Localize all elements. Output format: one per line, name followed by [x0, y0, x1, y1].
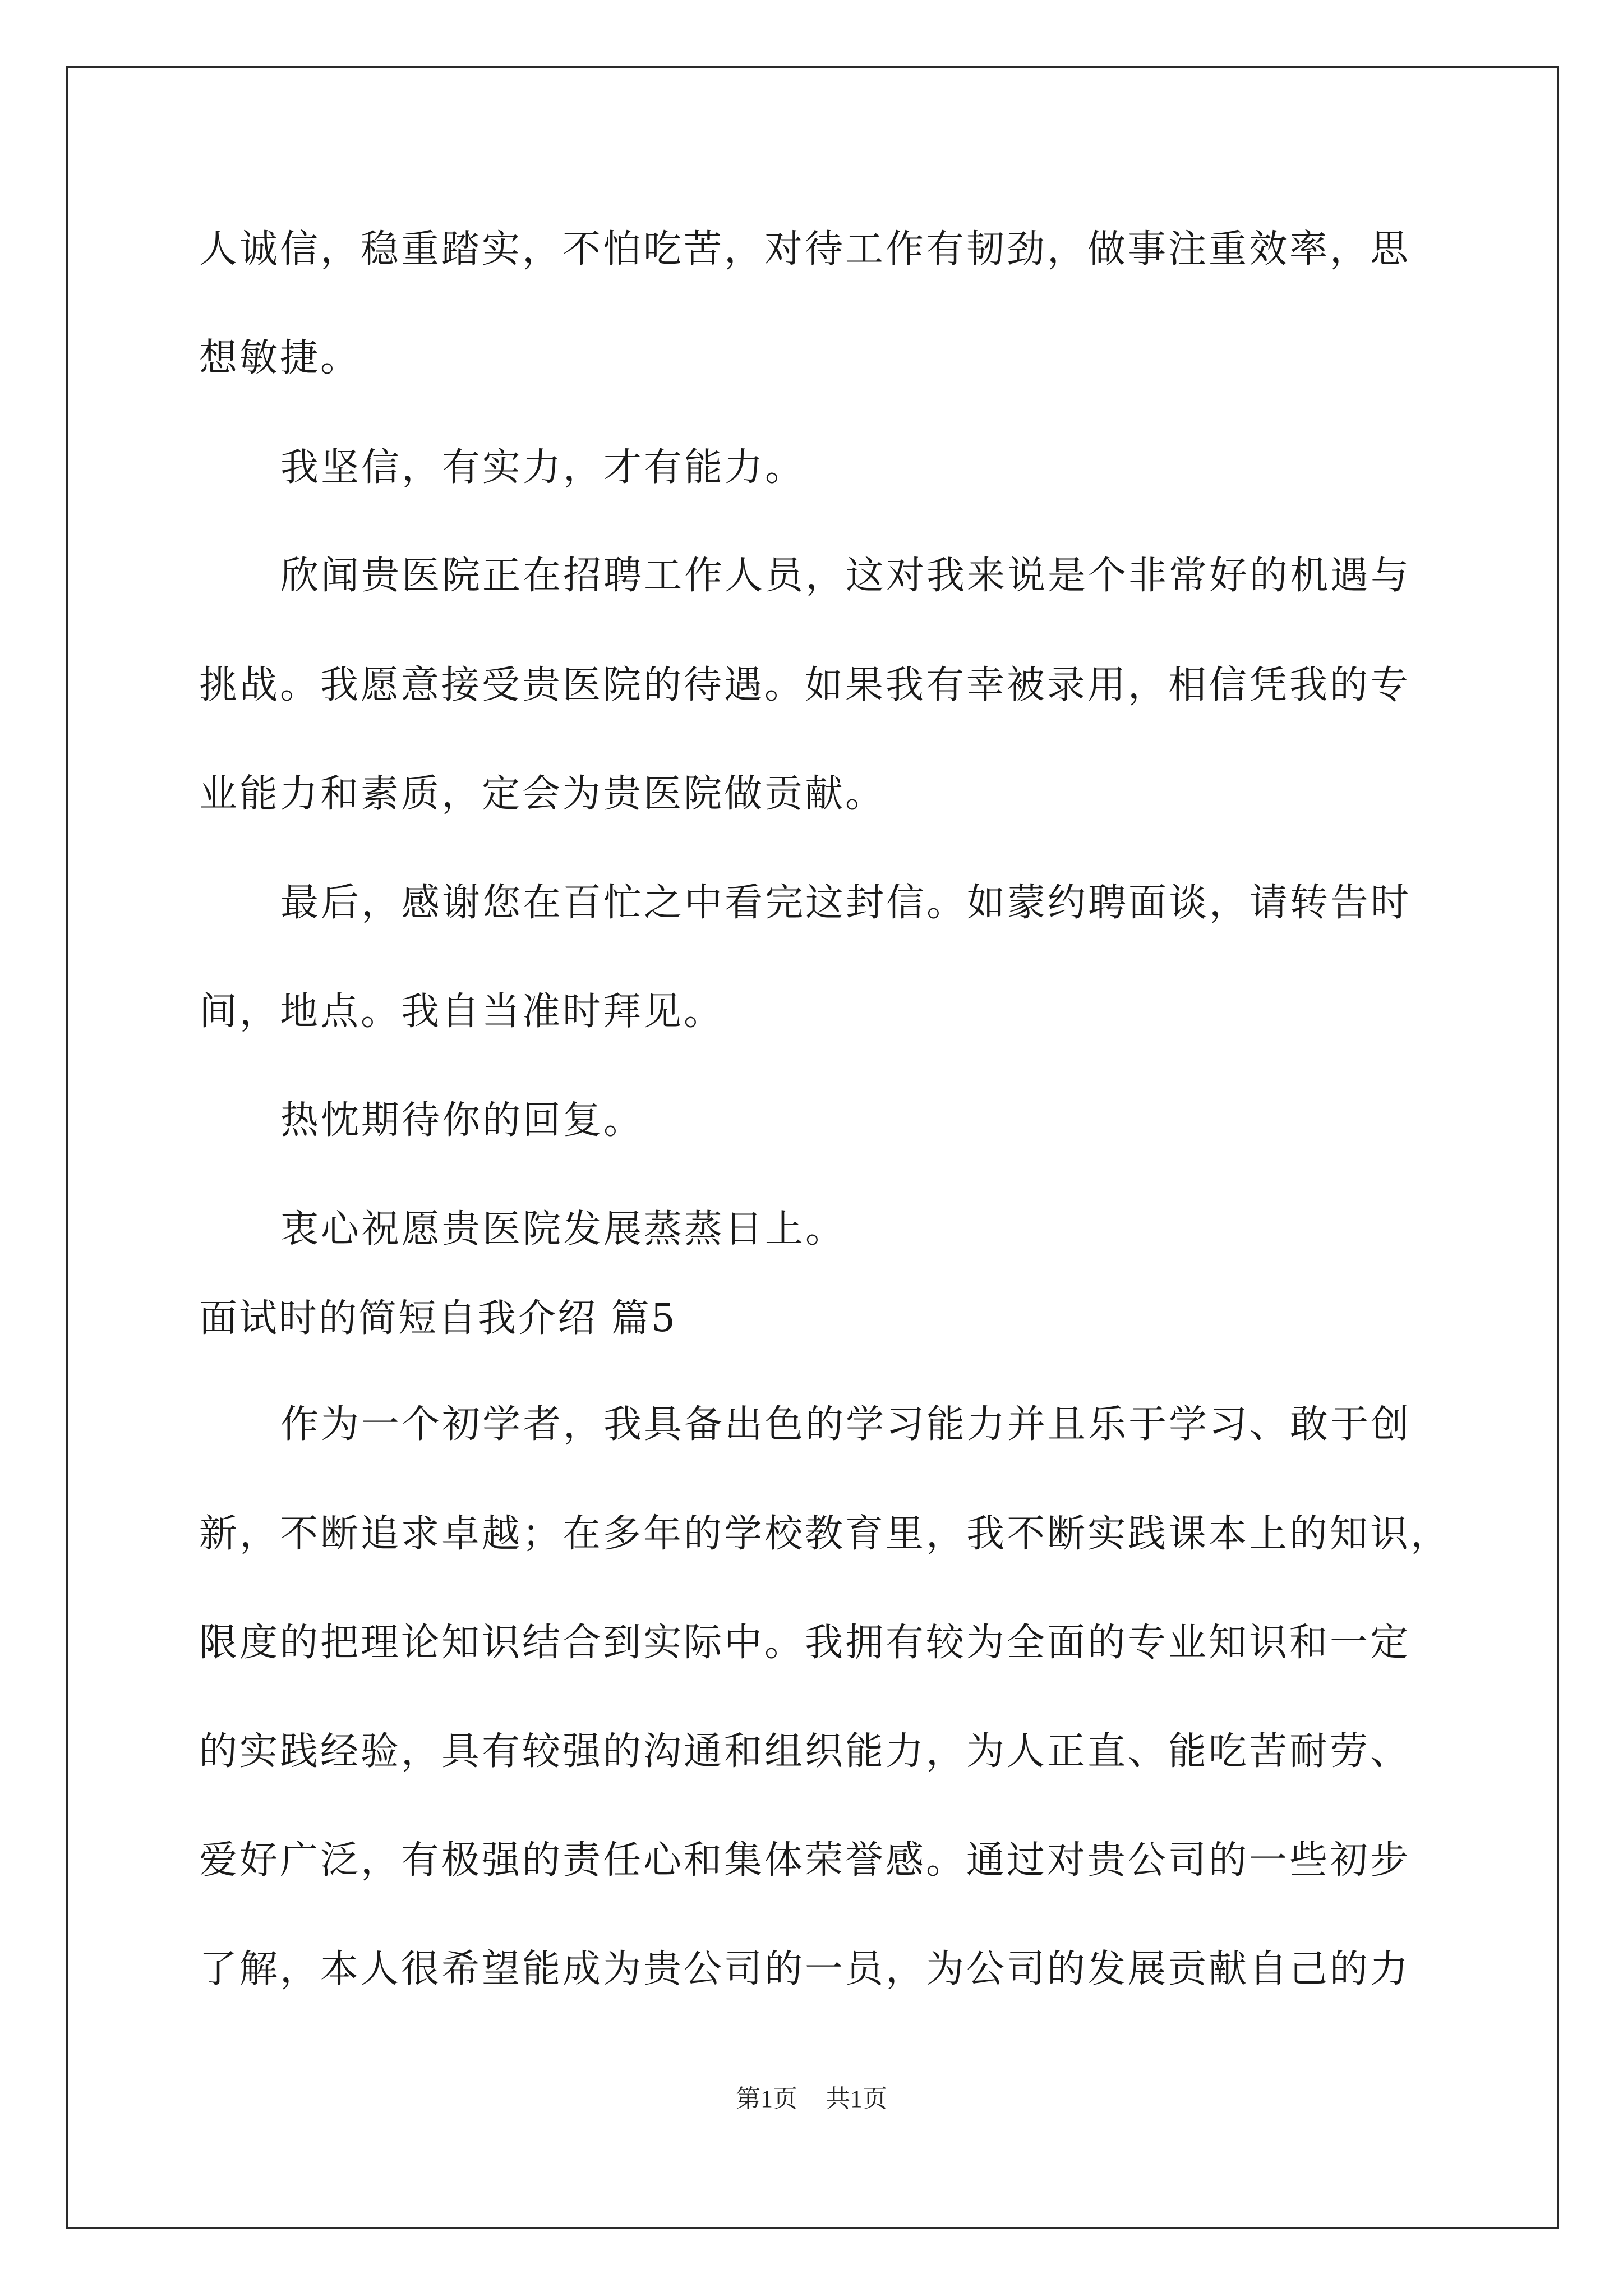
page-number-total: 共1页 [826, 2085, 887, 2113]
page-footer [0, 2082, 1623, 2116]
page-border [66, 66, 1559, 2229]
page-number-current: 第1页 [736, 2085, 797, 2113]
paragraph-line: 爱好广泛，有极强的责任心和集体荣誉感。通过对贵公司的一些初步 [199, 1838, 1411, 1883]
paragraph-line: 作为一个初学者，我具备出色的学习能力并且乐于学习、敢于创 [280, 1402, 1412, 1447]
section-heading: 面试时的简短自我介绍 篇5 [199, 1296, 677, 1341]
paragraph-line: 热忱期待你的回复。 [280, 1098, 644, 1143]
paragraph-line: 挑战。我愿意接受贵医院的待遇。如果我有幸被录用，相信凭我的专 [199, 663, 1411, 707]
paragraph-line: 最后，感谢您在百忙之中看完这封信。如蒙约聘面谈，请转告时 [280, 881, 1412, 925]
paragraph-line: 了解，本人很希望能成为贵公司的一员，为公司的发展贡献自己的力 [199, 1947, 1411, 1991]
paragraph-line: 我坚信，有实力，才有能力。 [280, 445, 806, 490]
paragraph-line: 的实践经验，具有较强的沟通和组织能力，为人正直、能吃苦耐劳、 [199, 1729, 1411, 1774]
paragraph-line: 人诚信，稳重踏实，不怕吃苦，对待工作有韧劲，做事注重效率，思 [199, 227, 1411, 272]
paragraph-line: 业能力和素质，定会为贵医院做贡献。 [199, 772, 886, 816]
paragraph-line: 新，不断追求卓越；在多年的学校教育里，我不断实践课本上的知识， [199, 1512, 1451, 1556]
paragraph-line: 间，地点。我自当准时拜见。 [199, 990, 725, 1034]
paragraph-line: 欣闻贵医院正在招聘工作人员，这对我来说是个非常好的机遇与 [280, 554, 1412, 598]
paragraph-line: 想敏捷。 [199, 336, 361, 380]
paragraph-line: 限度的把理论知识结合到实际中。我拥有较为全面的专业知识和一定 [199, 1621, 1411, 1665]
paragraph-line: 衷心祝愿贵医院发展蒸蒸日上。 [280, 1207, 846, 1251]
